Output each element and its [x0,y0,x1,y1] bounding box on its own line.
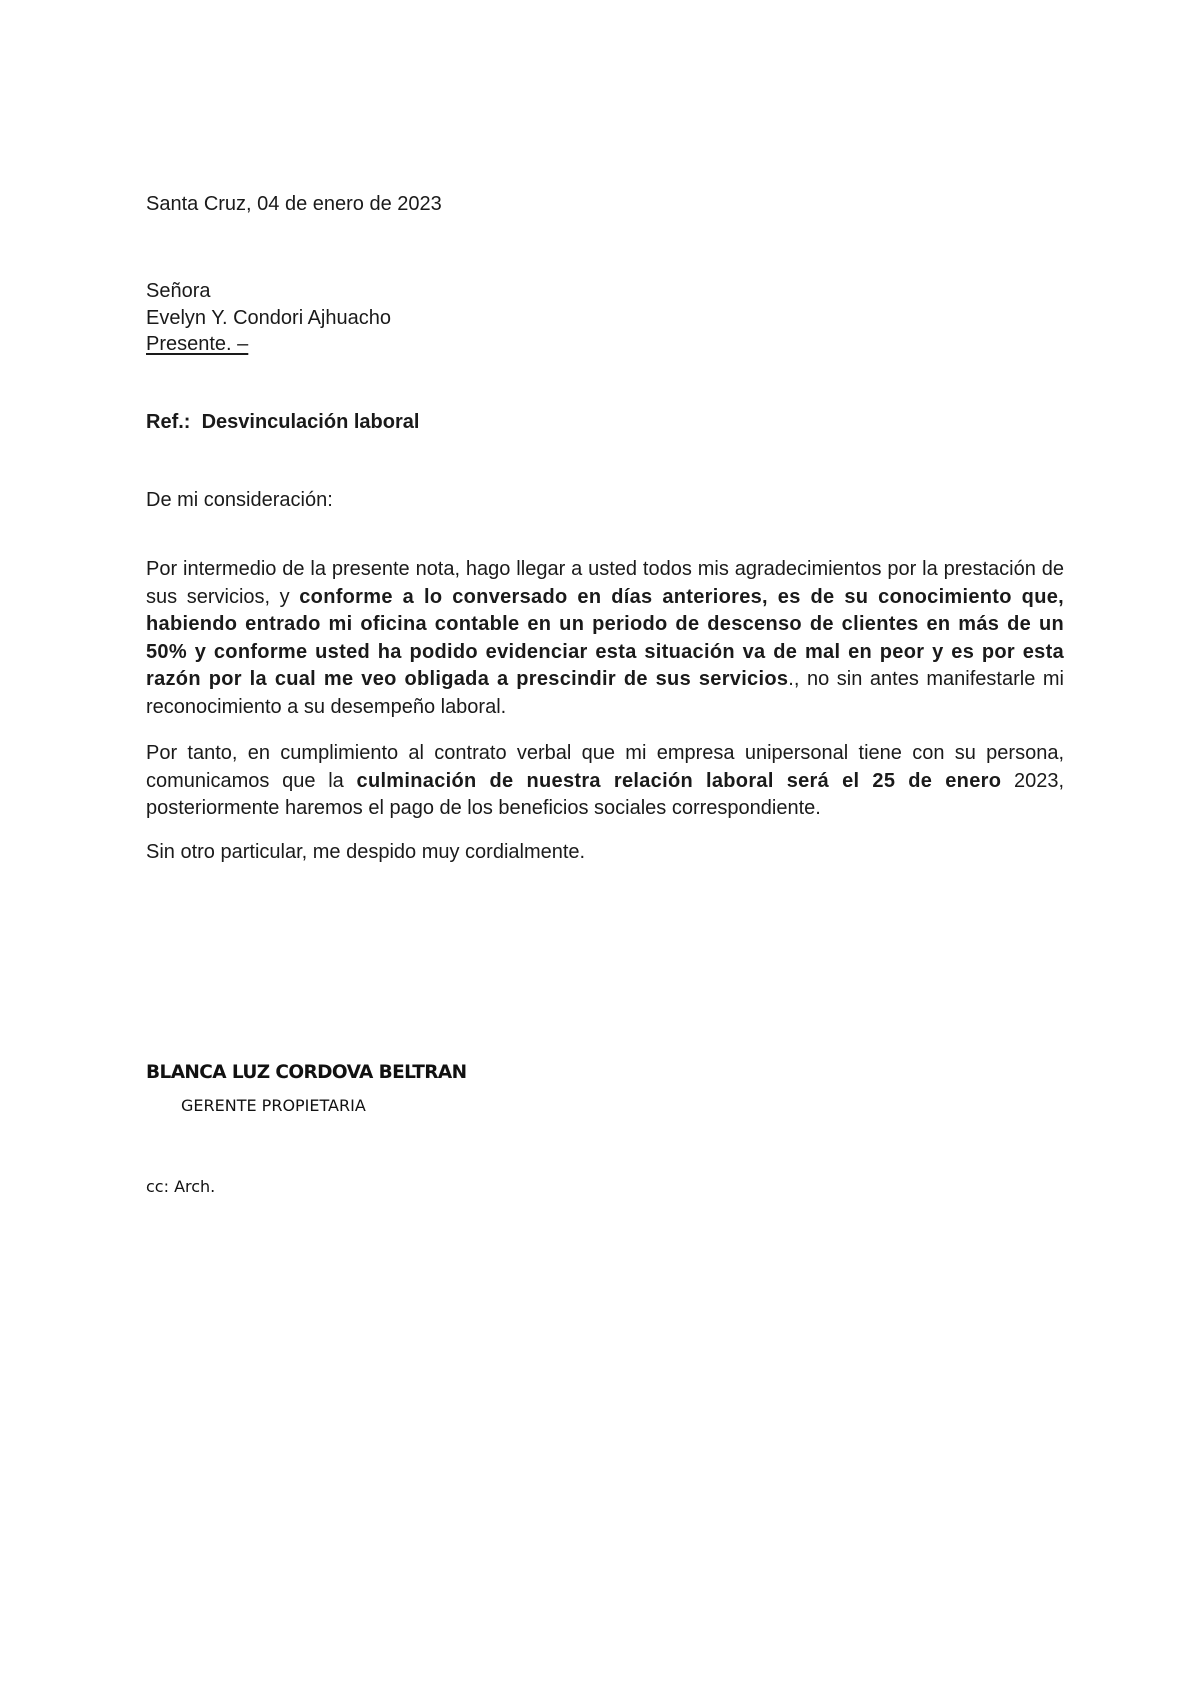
reference-subject: Desvinculación laboral [201,411,420,433]
recipient-present: Presente. – [146,333,249,355]
paragraph-2-text-a: Por tanto, en cumplimiento al contrato verbal que mi empresa unipersonal tiene con su persona, comunicamos que la [146,742,1064,792]
body-paragraph-1 [146,556,1064,721]
signature-name: BLANCA LUZ CORDOVA BELTRAN [146,1062,467,1083]
paragraph-1-text-a: Por intermedio de la presente nota, hago llegar a usted todos mis agradecimientos por la prestación de sus servicios, y [146,558,1064,608]
greeting: De mi consideración: [146,489,333,511]
closing: Sin otro particular, me despido muy cordialmente. [146,841,586,863]
place-date: Santa Cruz, 04 de enero de 2023 [146,193,442,215]
reference-label: Ref.: [146,411,191,433]
reference-line [146,408,419,436]
paragraph-1-text-b: ., no sin antes manifestarle mi reconocimiento a su desempeño laboral. [146,668,1064,718]
paragraph-1-bold: conforme a lo conversado en días anteriores, es de su conocimiento que, habiendo entrado mi oficina contable en un periodo de descenso de clientes en más de un 50% y conforme usted ha podido evidenciar esta situación va de mal en peor y es por esta razón por la cual me veo obligada a prescindir de sus servicios [146,585,1064,690]
signature-role: GERENTE PROPIETARIA [181,1096,366,1115]
paragraph-2-bold: culminación de nuestra relación laboral será el 25 de enero [356,769,1002,792]
recipient-name: Evelyn Y. Condori Ajhuacho [146,307,391,329]
cc-line: cc: Arch. [146,1177,216,1196]
recipient-salutation: Señora [146,280,211,302]
body-paragraph-2 [146,740,1064,823]
paragraph-2-text-b: 2023, posteriormente haremos el pago de los beneficios sociales correspondiente. [146,769,1064,819]
